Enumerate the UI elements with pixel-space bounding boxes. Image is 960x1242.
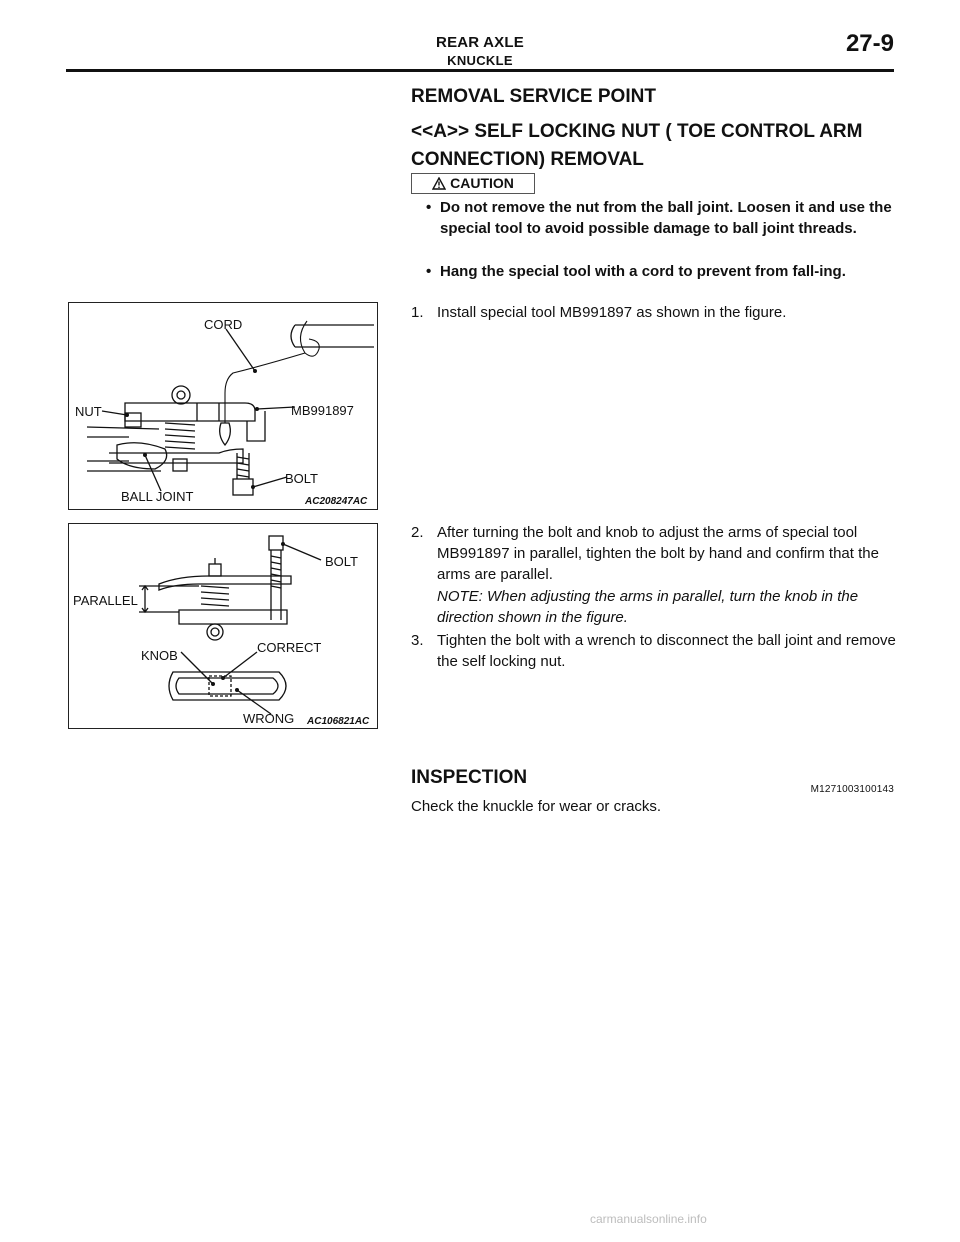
parallel-adjust-illustration <box>69 524 377 728</box>
inspection-heading: INSPECTION <box>411 767 528 788</box>
step-item <box>411 630 902 672</box>
caution-text: Do not remove the nut from the ball joint. Loosen it and use the special tool to avoid possible damage to ball joint threads. <box>440 199 892 237</box>
inspection-text: Check the knuckle for wear or cracks. <box>411 798 662 815</box>
removal-subheading: <<A>> SELF LOCKING NUT ( TOE CONTROL ARM CONNECTION) REMOVAL <box>411 121 863 170</box>
inspection-code: M1271003100143 <box>810 784 894 795</box>
step-text: After turning the bolt and knob to adjust the arms of special tool MB991897 in parallel, tighten the bolt by hand and confirm that the arms are parallel. <box>437 524 879 583</box>
watermark: carmanualsonline.info <box>590 1212 707 1226</box>
removal-heading: REMOVAL SERVICE POINT <box>411 86 656 107</box>
caution-item <box>426 197 900 239</box>
label-parallel: PARALLEL <box>73 593 138 608</box>
label-ball-joint: BALL JOINT <box>121 489 194 504</box>
step-number: 2. <box>411 524 424 541</box>
label-correct: CORRECT <box>257 640 322 655</box>
section-title: REAR AXLE <box>436 34 524 51</box>
figure-tool-install <box>68 302 378 510</box>
caution-text: Hang the special tool with a cord to prevent from fall-ing. <box>440 263 846 280</box>
label-nut: NUT <box>75 404 102 419</box>
step-text: Install special tool MB991897 as shown in the figure. <box>437 304 787 321</box>
bullet-icon: • <box>426 263 432 280</box>
step-item <box>411 522 902 585</box>
header-rule <box>66 69 894 72</box>
label-wrong: WRONG <box>243 711 295 726</box>
caution-label: CAUTION <box>450 175 514 191</box>
label-bolt: BOLT <box>285 471 318 486</box>
note-text: NOTE: When adjusting the arms in parallel, turn the knob in the direction shown in the figure. <box>437 588 859 626</box>
step-number: 3. <box>411 632 424 649</box>
step-item <box>411 302 902 323</box>
figure-parallel-adjust <box>68 523 378 729</box>
figure-code: AC208247AC <box>305 496 368 507</box>
figure-code: AC106821AC <box>307 716 370 727</box>
tool-install-illustration <box>69 303 377 509</box>
caution-item <box>426 261 900 282</box>
step-text: Tighten the bolt with a wrench to disconnect the ball joint and remove the self locking nut. <box>437 632 896 670</box>
bullet-icon: • <box>426 199 432 216</box>
step-number: 1. <box>411 304 424 321</box>
subsection-title: KNUCKLE <box>447 53 513 68</box>
label-tool: MB991897 <box>291 403 354 418</box>
caution-box <box>411 173 535 194</box>
label-knob: KNOB <box>141 648 178 663</box>
warning-icon <box>432 177 446 190</box>
label-cord: CORD <box>204 317 243 332</box>
page-number: 27-9 <box>845 30 894 57</box>
label-bolt: BOLT <box>325 554 358 569</box>
